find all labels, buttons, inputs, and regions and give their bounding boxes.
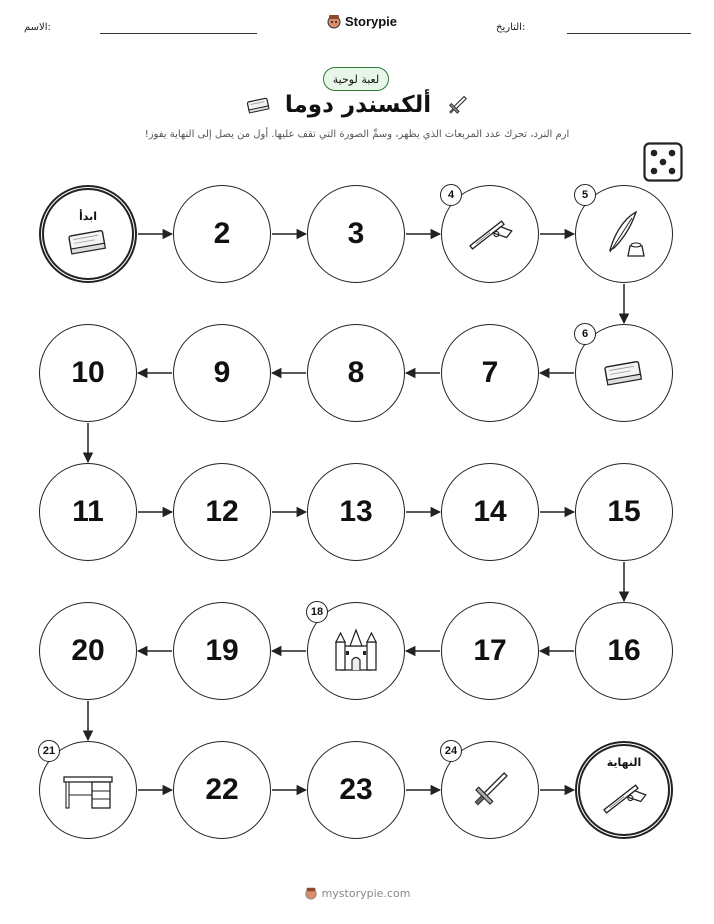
space-number-badge: 21 bbox=[38, 740, 60, 762]
board-space-8 bbox=[307, 324, 405, 422]
board-space-16 bbox=[575, 602, 673, 700]
space-number: 17 bbox=[473, 634, 507, 667]
space-number: 11 bbox=[72, 495, 104, 528]
space-number-badge: 5 bbox=[574, 184, 596, 206]
footer bbox=[0, 886, 714, 900]
desk-icon bbox=[60, 767, 116, 813]
space-number: 2 bbox=[213, 217, 231, 250]
space-number: 23 bbox=[339, 773, 373, 806]
space-number: 16 bbox=[607, 634, 641, 667]
footer-url: mystorypie.com bbox=[321, 886, 411, 900]
space-number: 10 bbox=[71, 356, 105, 389]
board-space-6 bbox=[575, 324, 673, 422]
board-space-5 bbox=[575, 185, 673, 283]
space-label: ابدأ bbox=[78, 209, 98, 223]
board-space-21 bbox=[39, 741, 137, 839]
space-number: 3 bbox=[347, 217, 365, 250]
board-space-4 bbox=[441, 185, 539, 283]
page-title: ألكسندر دوما bbox=[284, 92, 432, 118]
space-number: 13 bbox=[339, 495, 373, 528]
board-space-13 bbox=[307, 463, 405, 561]
space-number-badge: 6 bbox=[574, 323, 596, 345]
musket-icon bbox=[463, 207, 517, 261]
date-label: التاريخ: bbox=[496, 22, 526, 33]
space-number: 7 bbox=[481, 356, 499, 389]
board-space-7 bbox=[441, 324, 539, 422]
space-number: 19 bbox=[205, 634, 239, 667]
name-label: الاسم: bbox=[24, 22, 51, 33]
board-space-24 bbox=[441, 741, 539, 839]
board-space-12 bbox=[173, 463, 271, 561]
space-number: 12 bbox=[205, 495, 239, 528]
space-number: 20 bbox=[71, 634, 105, 667]
board-space-10 bbox=[39, 324, 137, 422]
board-space-17 bbox=[441, 602, 539, 700]
musket-icon bbox=[597, 771, 651, 825]
space-number: 15 bbox=[607, 495, 641, 528]
space-number-badge: 4 bbox=[440, 184, 462, 206]
finish-space bbox=[575, 741, 673, 839]
space-number: 14 bbox=[473, 495, 507, 528]
board-space-9 bbox=[173, 324, 271, 422]
game-type-tag: لعبة لوحية bbox=[323, 67, 389, 91]
book-icon bbox=[65, 225, 111, 259]
start-space bbox=[39, 185, 137, 283]
board-space-22 bbox=[173, 741, 271, 839]
board-space-2 bbox=[173, 185, 271, 283]
castle-icon bbox=[331, 626, 381, 676]
board-space-11 bbox=[39, 463, 137, 561]
space-number-badge: 24 bbox=[440, 740, 462, 762]
instructions: ارم النرد، تحرك عدد المربعات الذي يظهر، وسمِّ الصورة التي تقف عليها. أول من يصل إلى النهاية يفوز! bbox=[144, 129, 570, 140]
board-space-14 bbox=[441, 463, 539, 561]
board-space-20 bbox=[39, 602, 137, 700]
quill-ink-icon bbox=[596, 206, 652, 262]
space-number: 9 bbox=[213, 356, 231, 389]
storypie-mascot-icon bbox=[304, 886, 318, 900]
board-space-18 bbox=[307, 602, 405, 700]
book-icon bbox=[601, 356, 647, 390]
board-space-19 bbox=[173, 602, 271, 700]
brand-name: Storypie bbox=[345, 13, 398, 29]
space-number: 8 bbox=[347, 356, 365, 389]
board-space-23 bbox=[307, 741, 405, 839]
board-space-15 bbox=[575, 463, 673, 561]
space-number: 22 bbox=[205, 773, 239, 806]
space-label: النهاية bbox=[606, 755, 642, 769]
space-number-badge: 18 bbox=[306, 601, 328, 623]
sword-icon bbox=[465, 765, 515, 815]
board-space-3 bbox=[307, 185, 405, 283]
